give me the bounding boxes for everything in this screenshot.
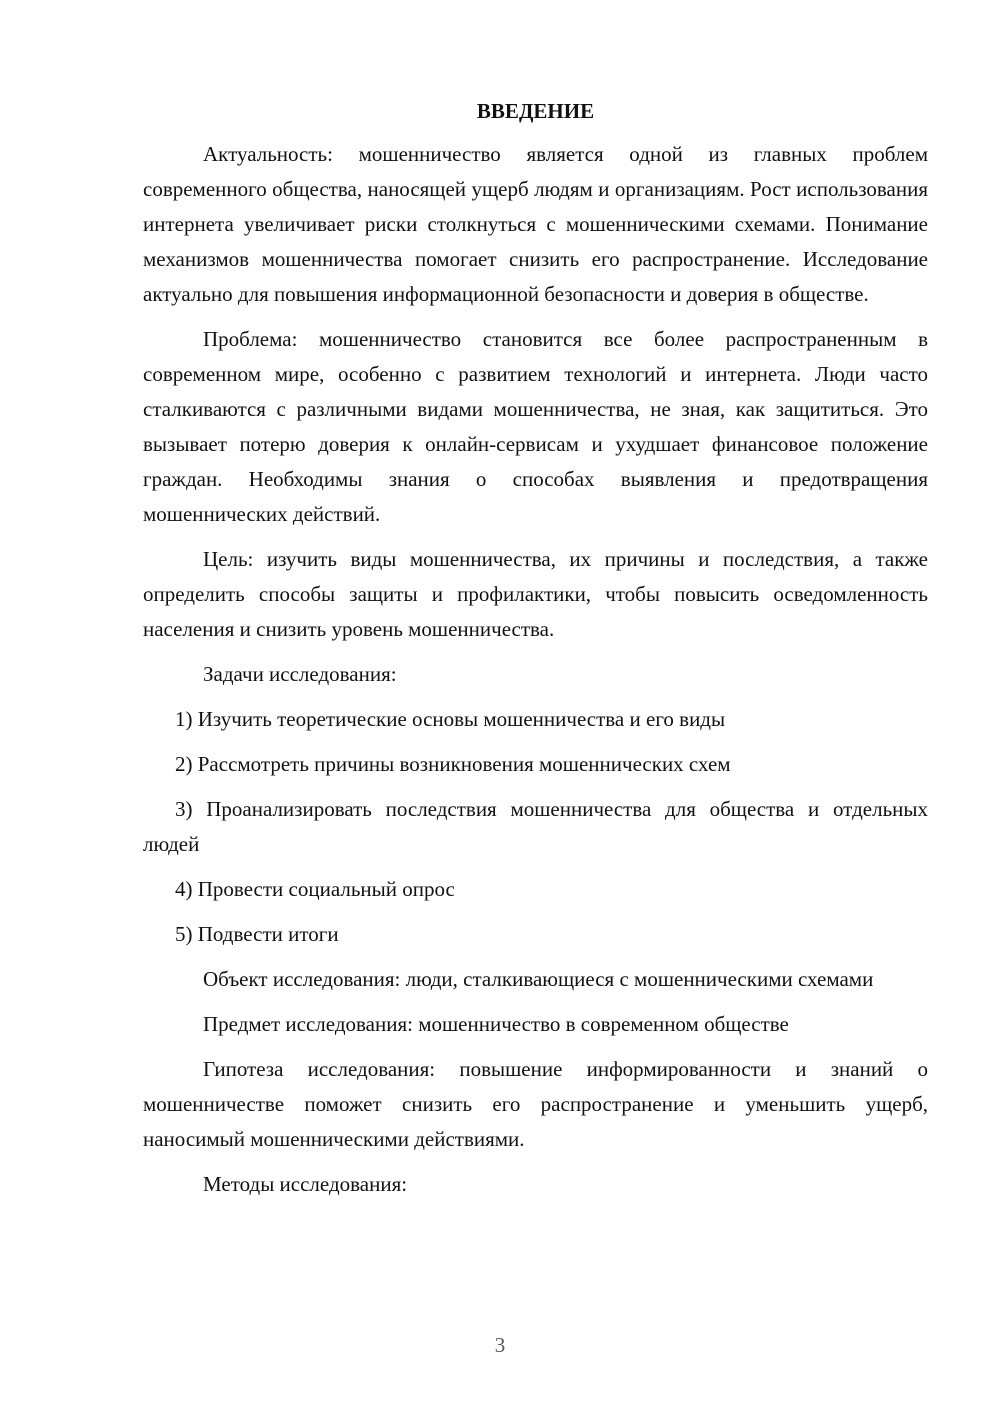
relevance-paragraph: Актуальность: мошенничество является одной из главных проблем современного общества, наносящей ущерб людям и организациям. Рост использования интернета увеличивает риски столкнуться с мошенническими схемами. Понимание механизмов мошенничества помогает снизить его распространение. Исследование актуально для повышения информационной безопасности и доверия в обществе. <box>143 142 928 306</box>
task-item-5: 5) Подвести итоги <box>175 922 339 946</box>
object-paragraph: Объект исследования: люди, сталкивающиеся с мошенническими схемами <box>203 967 874 991</box>
task-item-2: 2) Рассмотреть причины возникновения мошеннических схем <box>175 752 731 776</box>
page-number: 3 <box>494 1333 506 1357</box>
task-item-3: 3) Проанализировать последствия мошенничества для общества и отдельных людей <box>143 797 928 856</box>
task-item-4: 4) Провести социальный опрос <box>175 877 455 901</box>
problem-paragraph: Проблема: мошенничество становится все более распространенным в современном мире, особенно с развитием технологий и интернета. Люди часто сталкиваются с различными видами мошенничества, не зная, как защититься. Это вызывает потерю доверия к онлайн-сервисам и ухудшает финансовое положение граждан. Необходимы знания о способах выявления и предотвращения мошеннических действий. <box>143 327 928 526</box>
task-item-1: 1) Изучить теоретические основы мошенничества и его виды <box>175 707 726 731</box>
methods-heading: Методы исследования: <box>203 1172 408 1196</box>
tasks-heading: Задачи исследования: <box>203 662 397 686</box>
document-page <box>143 95 928 1212</box>
subject-paragraph: Предмет исследования: мошенничество в современном обществе <box>203 1012 789 1036</box>
section-title: ВВЕДЕНИЕ <box>476 99 595 123</box>
goal-paragraph: Цель: изучить виды мошенничества, их причины и последствия, а также определить способы защиты и профилактики, чтобы повысить осведомленность населения и снизить уровень мошенничества. <box>143 547 928 641</box>
hypothesis-paragraph: Гипотеза исследования: повышение информированности и знаний о мошенничестве поможет снизить его распространение и уменьшить ущерб, наносимый мошенническими действиями. <box>143 1057 928 1151</box>
